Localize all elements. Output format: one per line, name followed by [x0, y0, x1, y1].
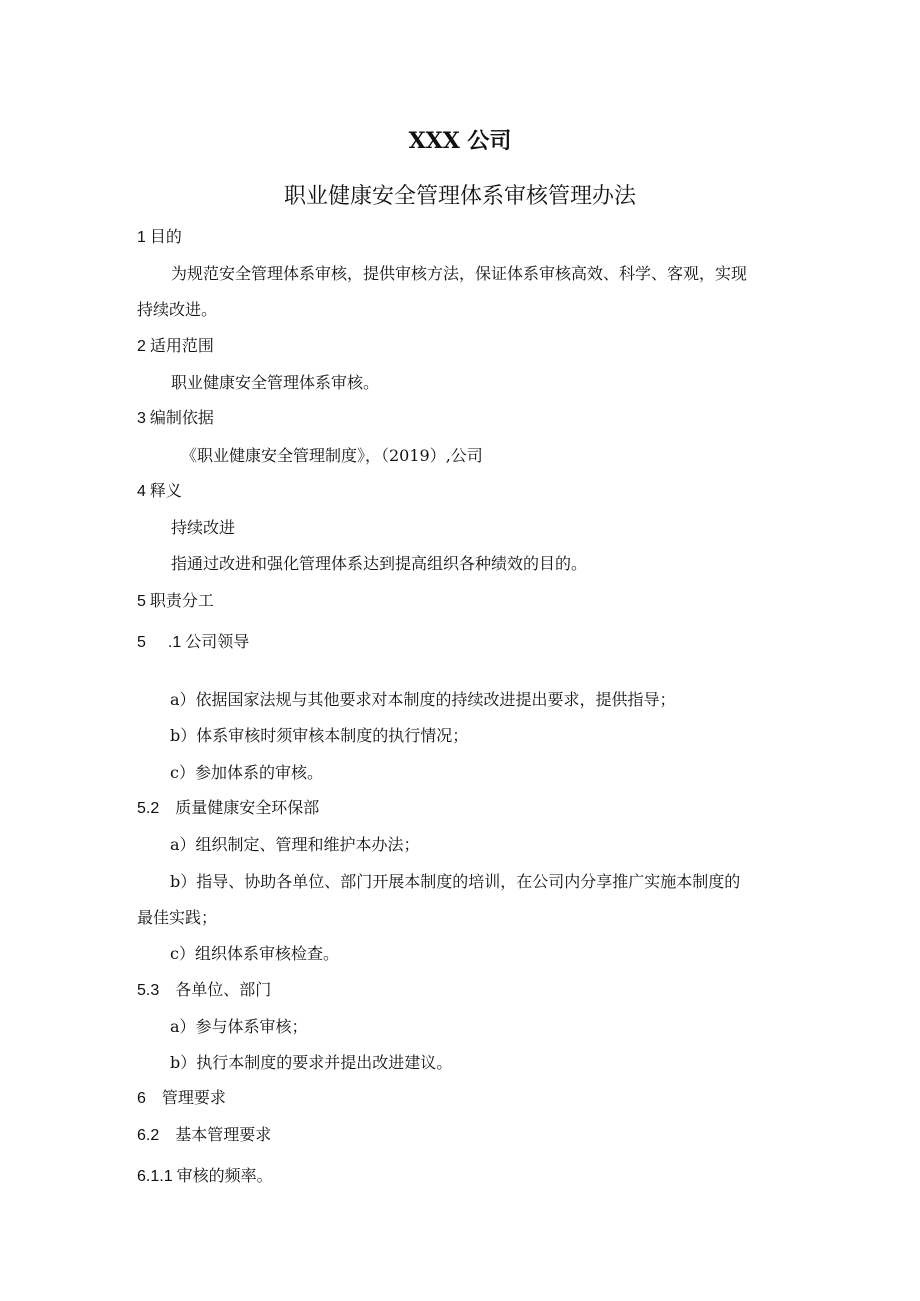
list-item: a）参与体系审核；	[170, 1017, 308, 1036]
section-number-major: 5	[137, 634, 146, 651]
section-number: 3	[137, 410, 146, 427]
paragraph: 职业健康安全管理体系审核。	[171, 373, 380, 392]
section-number: 6	[137, 1090, 146, 1107]
list-item: b）执行本制度的要求并提出改进建议。	[170, 1053, 453, 1072]
list-item: a）组织制定、管理和维护本办法；	[170, 835, 420, 854]
subsection-5-2-heading	[137, 799, 319, 819]
section-number: 1	[137, 229, 146, 246]
section-title: 审核的频率。	[176, 1168, 273, 1185]
section-title: 基本管理要求	[175, 1127, 272, 1144]
company-title: XXX 公司	[408, 128, 512, 154]
section-2-heading	[137, 337, 214, 357]
section-number: 5.3	[137, 982, 160, 999]
section-title: 质量健康安全环保部	[175, 800, 320, 817]
section-6-heading	[137, 1089, 226, 1109]
section-title: 释义	[149, 483, 182, 500]
subsection-5-1-heading	[137, 633, 249, 653]
section-number: 6.1.1	[137, 1168, 173, 1185]
subsection-6-1-1-heading	[137, 1167, 273, 1187]
section-number: 5	[137, 593, 146, 610]
list-item: b）体系审核时须审核本制度的执行情况；	[170, 726, 469, 745]
section-1-heading	[137, 228, 182, 248]
subsection-6-2-heading	[137, 1126, 271, 1146]
section-number: 4	[137, 483, 146, 500]
section-number: 5.2	[137, 800, 160, 817]
section-title: 目的	[149, 229, 182, 246]
list-item: c）组织体系审核检查。	[170, 944, 339, 963]
section-title: 管理要求	[161, 1090, 226, 1107]
list-item-continuation: 最佳实践；	[137, 908, 218, 927]
section-4-heading	[137, 482, 182, 502]
section-title: 适用范围	[149, 338, 214, 355]
section-number-minor: .1	[167, 634, 182, 651]
section-title: 编制依据	[149, 410, 214, 427]
section-number: 2	[137, 338, 146, 355]
paragraph: 为规范安全管理体系审核，提供审核方法，保证体系审核高效、科学、客观，实现	[171, 264, 748, 283]
subsection-5-3-heading	[137, 981, 271, 1001]
term-definition: 指通过改进和强化管理体系达到提高组织各种绩效的目的。	[171, 554, 588, 573]
section-title: 各单位、部门	[175, 982, 272, 999]
section-title: 公司领导	[185, 634, 250, 651]
section-5-heading	[137, 592, 214, 612]
list-item: c）参加体系的审核。	[170, 763, 323, 782]
list-item: a）依据国家法规与其他要求对本制度的持续改进提出要求，提供指导；	[170, 690, 676, 709]
document-title: 职业健康安全管理体系审核管理办法	[283, 184, 636, 209]
reference-text: 《职业健康安全管理制度》，（2019）,公司	[181, 446, 483, 465]
section-title: 职责分工	[149, 593, 214, 610]
list-item: b）指导、协助各单位、部门开展本制度的培训，在公司内分享推广实施本制度的	[170, 872, 741, 891]
paragraph-continuation: 持续改进。	[137, 300, 218, 319]
term: 持续改进	[171, 518, 236, 537]
section-number: 6.2	[137, 1127, 160, 1144]
section-3-heading	[137, 409, 214, 429]
